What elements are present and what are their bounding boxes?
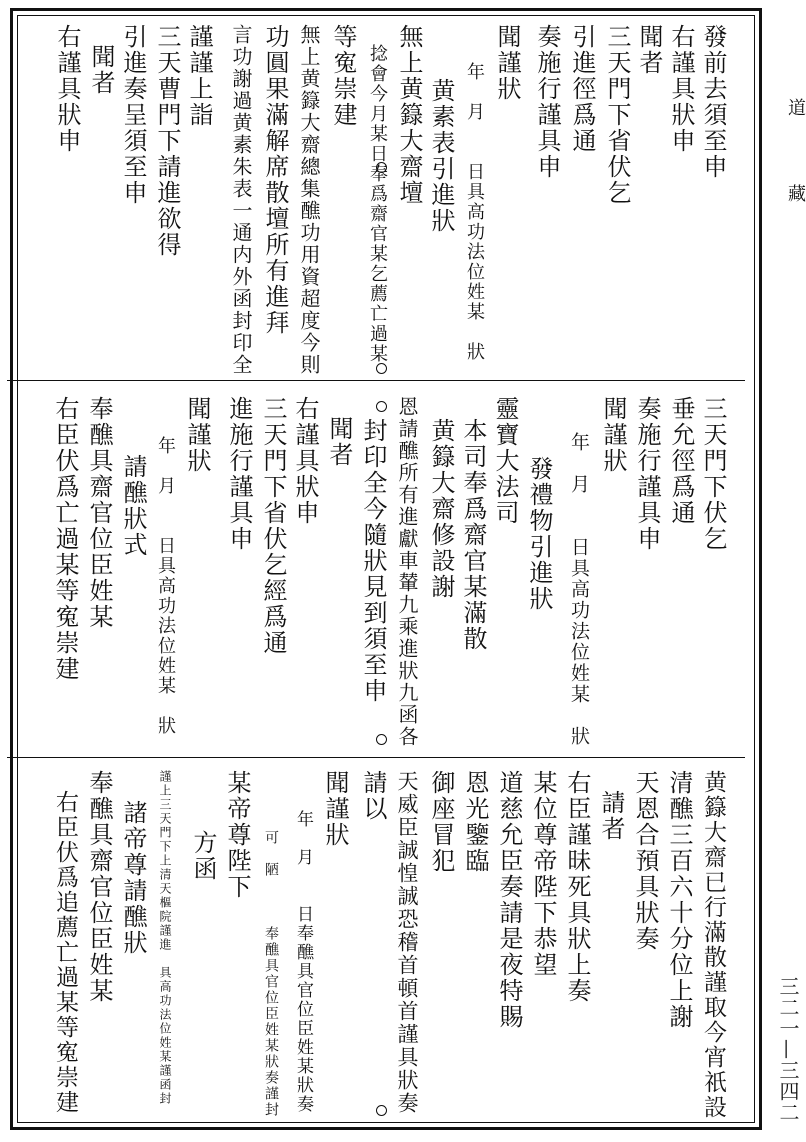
- text-column: 黄素表引進狀: [427, 78, 455, 234]
- text-column: 聞者: [635, 24, 663, 76]
- text-column: 聞謹狀: [183, 396, 211, 474]
- text-column: 奏施行謹具申: [633, 396, 661, 552]
- text-column: 右謹具狀申: [291, 396, 319, 526]
- text-column: 天威臣誠惶誠恐稽首頓首謹具狀奏: [395, 770, 419, 1115]
- text-column: 請醮狀式: [119, 454, 147, 558]
- text-column: 右謹具狀申: [667, 24, 695, 154]
- text-column: 謹上三天門下上清天樞院謹進 具高功法位姓某謹函封: [158, 770, 172, 1106]
- text-column: 本司奉爲齋官某滿散: [459, 418, 487, 652]
- text-column: 聞謹狀: [493, 24, 521, 102]
- text-column: 年 月 日具高功法位姓某 狀: [568, 432, 590, 747]
- margin-title-char: 道: [785, 98, 806, 116]
- text-column: 聞謹狀: [321, 770, 349, 848]
- text-column: 可 陋 奉醮具官位臣姓某狀奏謹封: [263, 830, 279, 1118]
- text-column: 奏施行謹具申: [533, 24, 561, 180]
- text-column: 清醮三百六十分位上謝: [665, 770, 693, 1030]
- text-column: 御座冒犯: [427, 770, 455, 874]
- text-panel-middle: [14, 396, 746, 748]
- text-column: 封印全今隨狀見到須至申: [359, 418, 387, 704]
- text-column: 發前去須至申: [699, 24, 727, 180]
- text-column: 某帝尊陛下: [223, 770, 251, 900]
- text-column: 恩請醮所有進獻車輦九乘進狀九函各: [395, 396, 419, 748]
- text-column: 天恩合預具狀奏: [631, 770, 659, 952]
- text-column: 某位尊帝陛下恭望: [529, 770, 557, 978]
- text-column: 垂允徑爲通: [667, 396, 695, 526]
- text-column: 三天曹門下請進欲得: [153, 24, 181, 258]
- text-panel-bottom: [14, 770, 746, 1122]
- text-column: 聞者: [87, 44, 115, 96]
- circle-mark: [376, 162, 387, 173]
- text-column: 三天門下省伏乞: [603, 24, 631, 206]
- text-column: 三天門下伏乞: [699, 396, 727, 552]
- text-column: 諸帝尊請醮狀: [119, 800, 147, 956]
- panel-divider-2: [7, 757, 745, 758]
- text-column: 奉醮具齋官位臣姓某: [85, 396, 113, 630]
- text-column: 等寃崇建: [329, 24, 357, 128]
- text-column: 捻會今月某日奉爲齋官某乞薦亡過某: [367, 44, 388, 364]
- text-column: 右謹具狀申: [53, 24, 81, 154]
- text-column: 奉醮具齋官位臣姓某: [85, 770, 113, 1004]
- text-column: 功圓果滿解席散壇所有進拜: [261, 24, 289, 336]
- text-column: 請以: [359, 770, 387, 822]
- text-column: 右臣伏爲追薦亡過某等寃崇建: [52, 790, 78, 1115]
- text-column: 恩光鑒臨: [461, 770, 489, 874]
- text-column: 聞者: [325, 416, 353, 468]
- page-number: 三二一—三四二: [776, 976, 800, 1123]
- text-column: 無上黄籙大齋總集醮功用資超度今則: [297, 24, 321, 376]
- circle-mark: [376, 734, 387, 745]
- text-column: 三天門下省伏乞經爲通: [259, 396, 287, 656]
- text-column: 請者: [597, 790, 625, 842]
- text-column: 黄籙大齋修設謝: [427, 418, 455, 600]
- text-column: 引進徑爲通: [568, 24, 596, 154]
- circle-mark: [376, 363, 387, 374]
- text-column: 發禮物引進狀: [525, 456, 553, 612]
- circle-mark: [376, 401, 387, 412]
- text-panel-top: [14, 24, 746, 376]
- text-column: 引進奏呈須至申: [119, 24, 147, 206]
- text-column: 謹謹上詣: [185, 24, 213, 128]
- text-column: 年 月 日具高功法位姓某 狀: [464, 62, 485, 362]
- text-column: 進施行謹具申: [225, 396, 253, 552]
- margin-title-char: 藏: [785, 184, 806, 202]
- text-column: 道慈允臣奏請是夜特賜: [495, 770, 523, 1030]
- text-column: 聞謹狀: [599, 396, 627, 474]
- text-column: 年 月 日具高功法位姓某 狀: [155, 436, 176, 736]
- panel-divider-1: [7, 380, 745, 381]
- circle-mark: [376, 1105, 387, 1116]
- text-column: 右臣伏爲亡過某等寃崇建: [51, 396, 79, 682]
- text-column: 右臣謹昧死具狀上奏: [563, 770, 591, 1004]
- text-column: 無上黄籙大齋壇: [395, 24, 423, 206]
- text-column: 方函: [189, 830, 217, 882]
- text-column: 靈寶大法司: [491, 396, 519, 526]
- text-column: 年 月 日奉醮具官位臣姓某狀奏: [293, 810, 313, 1114]
- text-column: 言功謝過黄素朱表一通内外函封印全: [229, 24, 253, 376]
- text-column: 黄籙大齋已行滿散謹取今宵祇設: [700, 770, 726, 1120]
